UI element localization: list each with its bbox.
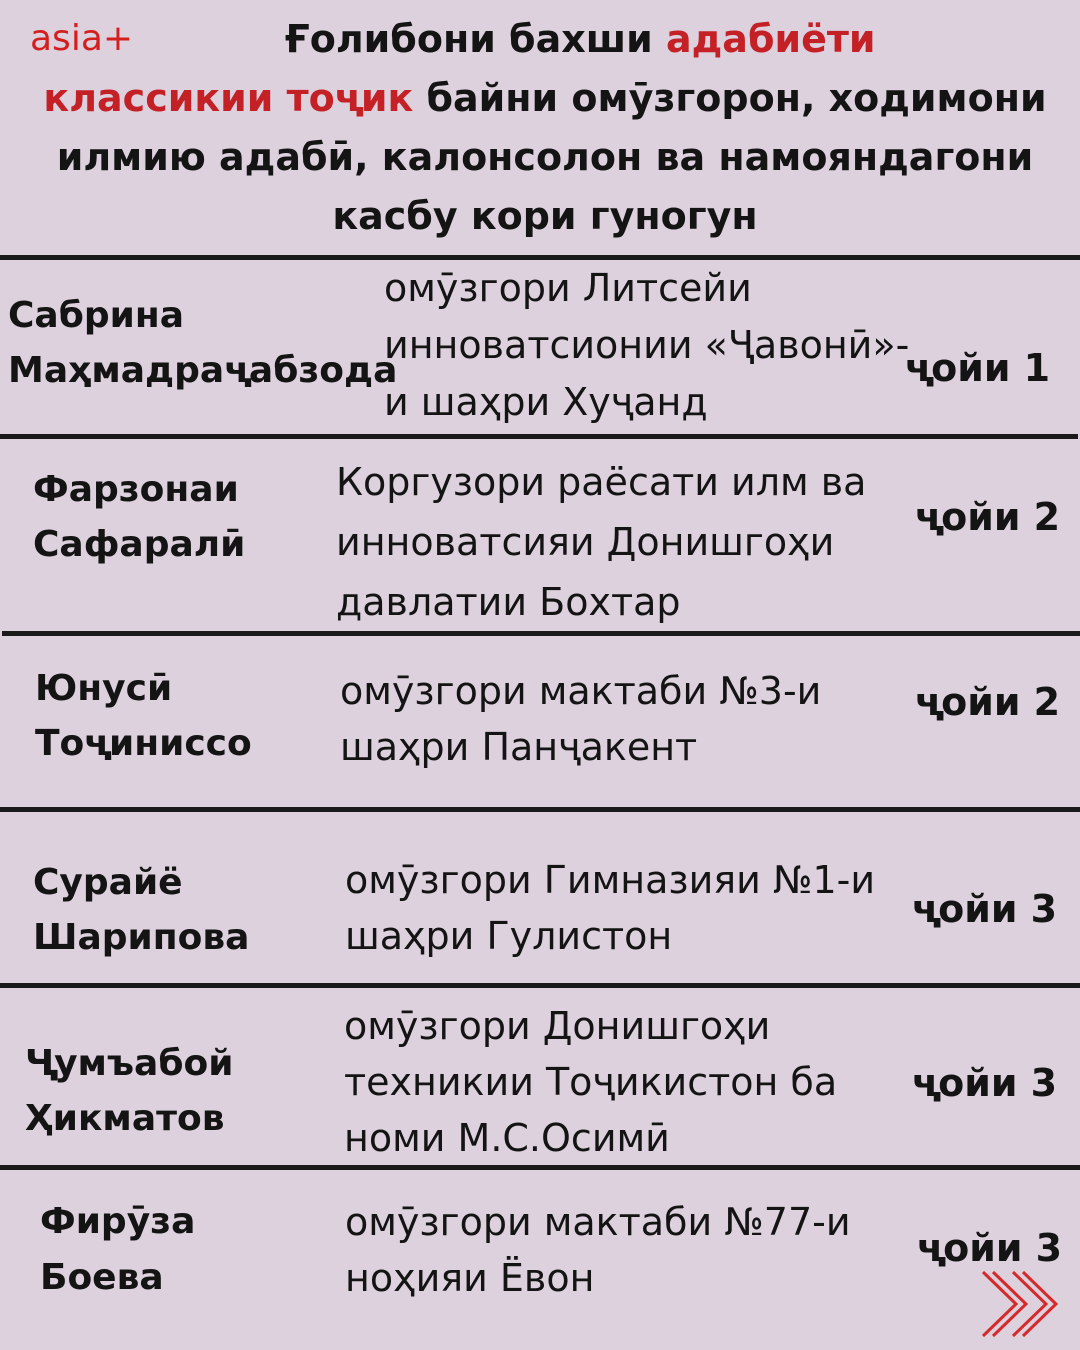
winner-place: ҷойи 3 xyxy=(912,887,1058,931)
winner-name: Юнусӣ Тоҷиниссо xyxy=(35,668,252,764)
winner-place: ҷойи 2 xyxy=(915,680,1061,724)
winner-name: Фарзонаи Сафаралӣ xyxy=(33,469,246,565)
winner-place: ҷойи 3 xyxy=(912,1061,1058,1105)
winner-place: ҷойи 3 xyxy=(917,1226,1063,1270)
winner-name: Фирӯза Боева xyxy=(40,1201,196,1298)
winner-name: Сабрина Маҳмадраҷабзода xyxy=(8,295,398,391)
divider xyxy=(0,434,1078,439)
winner-name: Сурайё Шарипова xyxy=(33,862,250,958)
double-chevron-right-icon[interactable] xyxy=(980,1268,1062,1344)
winner-row xyxy=(0,988,1080,1163)
winner-description: омӯзгори Донишгоҳи техникии Тоҷикистон ба номи М.С.Осимӣ xyxy=(344,1004,838,1160)
winner-description: Коргузори раёсати илм ва инноватсияи Донишгоҳи давлатии Бохтар xyxy=(336,460,867,624)
winner-row xyxy=(0,260,1080,435)
winner-name: Ҷумъабой Ҳикматов xyxy=(25,1043,234,1139)
page-title: Ғолибони бахши адабиёти классикии тоҷик байни омӯзгорон, ходимони илмию адабӣ, калонсолон ва намояндагони касбу кори гуногун xyxy=(43,17,1047,238)
winner-place: ҷойи 1 xyxy=(905,346,1051,390)
winner-row xyxy=(0,636,1080,806)
winner-row xyxy=(0,1170,1080,1350)
winner-description: омӯзгори Гимназияи №1-и шаҳри Гулистон xyxy=(345,858,876,958)
winner-row xyxy=(0,812,1080,982)
winner-description: омӯзгори мактаби №3-и шаҳри Панҷакент xyxy=(340,669,822,769)
winner-description: омӯзгори Литсейи инноватсионии «Ҷавонӣ»-и шаҳри Хуҷанд xyxy=(384,266,910,424)
winner-place: ҷойи 2 xyxy=(915,495,1061,539)
winner-row xyxy=(0,440,1080,630)
asia-plus-logo: asia+ xyxy=(30,18,134,59)
winner-description: омӯзгори мактаби №77-и ноҳияи Ёвон xyxy=(345,1200,851,1300)
